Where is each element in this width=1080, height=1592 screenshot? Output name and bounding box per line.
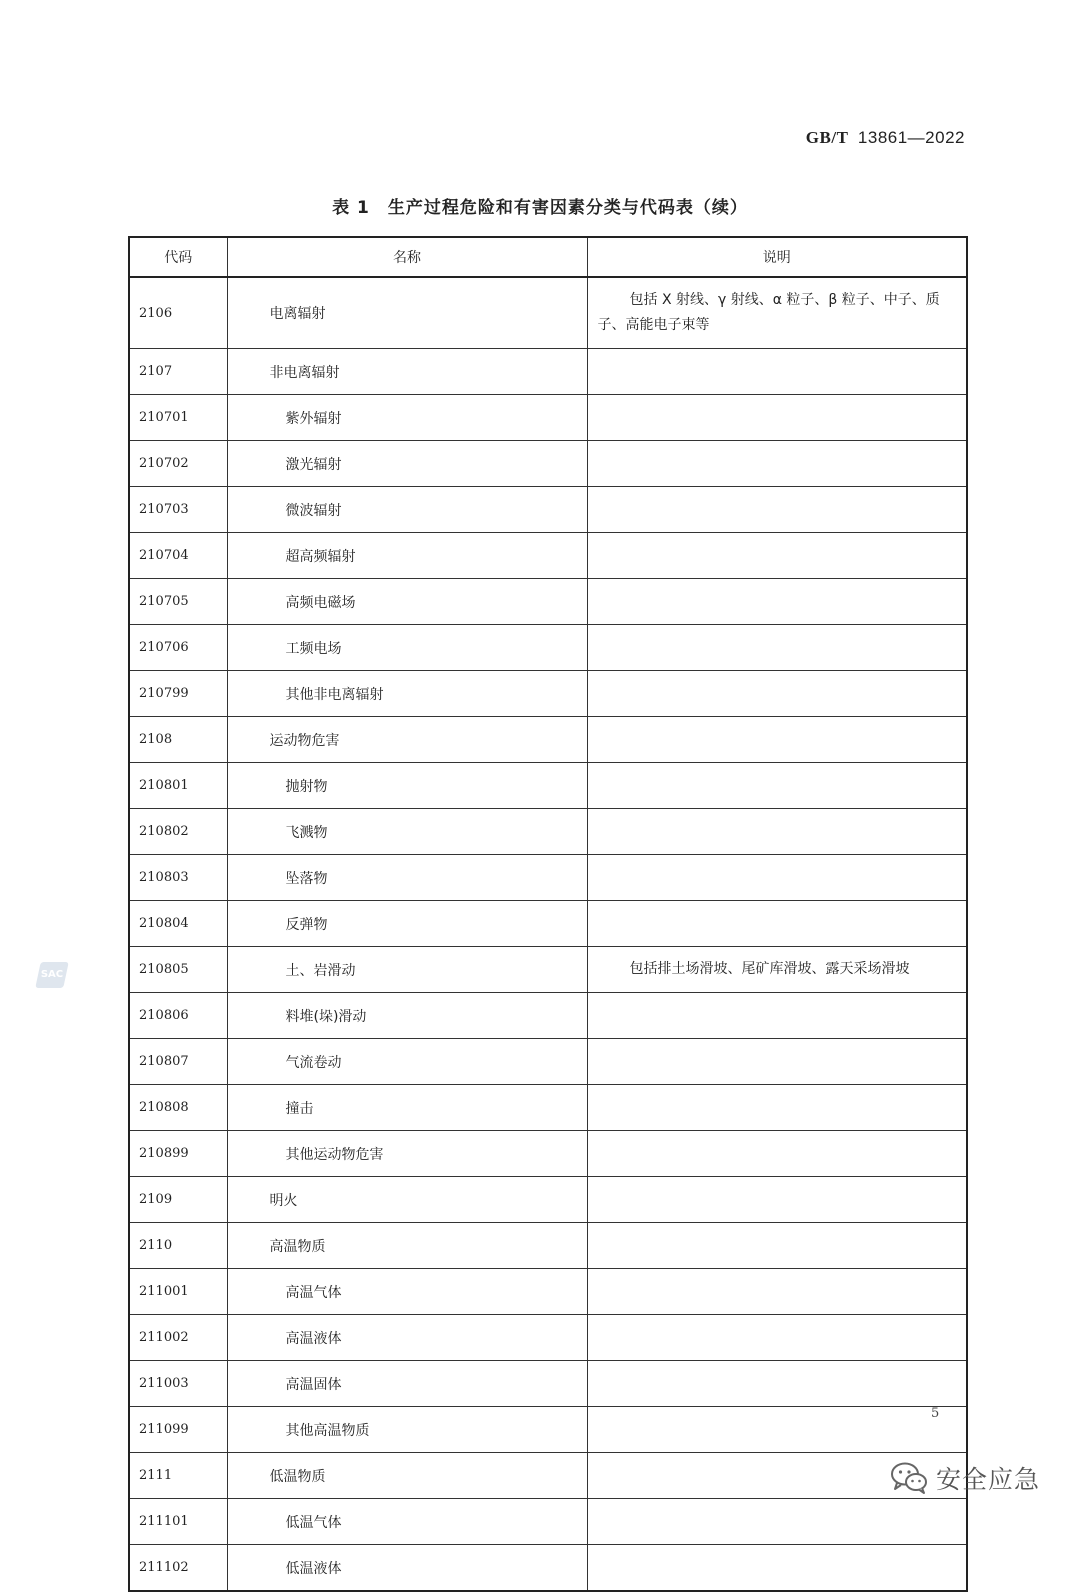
- table-row: [129, 671, 967, 717]
- row-code-cell: 211102: [129, 1545, 227, 1592]
- row-desc-cell: [587, 625, 967, 671]
- standard-number: 13861—2022: [857, 128, 965, 147]
- row-desc-cell: [587, 1269, 967, 1315]
- sac-watermark-logo: [35, 962, 69, 988]
- table-row: [129, 1039, 967, 1085]
- table-row: [129, 533, 967, 579]
- wechat-icon: [890, 1461, 928, 1495]
- table-row: [129, 487, 967, 533]
- table-row: [129, 441, 967, 487]
- row-code-cell: 210799: [129, 671, 227, 717]
- row-code-cell: 2108: [129, 717, 227, 763]
- table-row: [129, 1545, 967, 1592]
- row-code-cell: 210806: [129, 993, 227, 1039]
- row-code-cell: 210702: [129, 441, 227, 487]
- row-desc-cell: [587, 1545, 967, 1592]
- row-name-cell: 高温液体: [227, 1315, 587, 1361]
- row-desc-cell: [587, 1039, 967, 1085]
- row-code-cell: 210804: [129, 901, 227, 947]
- row-code-cell: 2106: [129, 277, 227, 349]
- row-code-cell: 210704: [129, 533, 227, 579]
- row-code-cell: 211002: [129, 1315, 227, 1361]
- row-desc-cell: [587, 763, 967, 809]
- row-code-cell: 211003: [129, 1361, 227, 1407]
- page-number: 5: [931, 1406, 940, 1421]
- row-desc-cell: [587, 487, 967, 533]
- row-name-cell: 飞溅物: [227, 809, 587, 855]
- row-name-cell: 运动物危害: [227, 717, 587, 763]
- row-desc-cell: [587, 533, 967, 579]
- row-desc-cell: [587, 901, 967, 947]
- row-desc-cell: [587, 1223, 967, 1269]
- wechat-account-watermark: [890, 1458, 1040, 1498]
- row-desc-cell: [587, 1407, 967, 1453]
- row-name-cell: 料堆(垛)滑动: [227, 993, 587, 1039]
- row-desc-cell: [587, 1499, 967, 1545]
- row-code-cell: 210703: [129, 487, 227, 533]
- row-desc-cell: [587, 1315, 967, 1361]
- table-row: [129, 901, 967, 947]
- table-row: [129, 1223, 967, 1269]
- row-name-cell: 抛射物: [227, 763, 587, 809]
- row-code-cell: 210802: [129, 809, 227, 855]
- row-name-cell: 低温气体: [227, 1499, 587, 1545]
- standard-prefix: GB/T: [805, 128, 849, 147]
- table-row: [129, 947, 967, 993]
- row-name-cell: 其他非电离辐射: [227, 671, 587, 717]
- row-desc-cell: [587, 1177, 967, 1223]
- row-code-cell: 2110: [129, 1223, 227, 1269]
- table-row: [129, 277, 967, 349]
- row-desc-cell: [587, 1085, 967, 1131]
- row-code-cell: 210705: [129, 579, 227, 625]
- row-desc-cell: [587, 395, 967, 441]
- row-desc-cell: [587, 671, 967, 717]
- sac-watermark-text: SAC: [40, 969, 64, 980]
- row-name-cell: 超高频辐射: [227, 533, 587, 579]
- row-name-cell: 其他高温物质: [227, 1407, 587, 1453]
- row-desc-cell: [587, 1361, 967, 1407]
- column-header-name: 名称: [227, 237, 587, 277]
- row-code-cell: 2107: [129, 349, 227, 395]
- row-name-cell: 其他运动物危害: [227, 1131, 587, 1177]
- row-name-cell: 撞击: [227, 1085, 587, 1131]
- row-name-cell: 气流卷动: [227, 1039, 587, 1085]
- row-code-cell: 210899: [129, 1131, 227, 1177]
- row-desc-cell: [587, 717, 967, 763]
- table-title: 表 1 生产过程危险和有害因素分类与代码表（续）: [332, 198, 748, 218]
- row-name-cell: 明火: [227, 1177, 587, 1223]
- row-name-cell: 土、岩滑动: [227, 947, 587, 993]
- row-desc-cell: [587, 993, 967, 1039]
- row-code-cell: 210807: [129, 1039, 227, 1085]
- row-desc-cell: 包括排土场滑坡、尾矿库滑坡、露天采场滑坡: [587, 947, 967, 993]
- table-row: [129, 809, 967, 855]
- row-name-cell: 反弹物: [227, 901, 587, 947]
- table-row: [129, 855, 967, 901]
- table-row: [129, 349, 967, 395]
- row-name-cell: 低温液体: [227, 1545, 587, 1592]
- standard-code: [806, 128, 965, 148]
- row-code-cell: 210706: [129, 625, 227, 671]
- table-row: [129, 395, 967, 441]
- table-row: [129, 579, 967, 625]
- table-row: [129, 993, 967, 1039]
- row-name-cell: 坠落物: [227, 855, 587, 901]
- table-row: [129, 1085, 967, 1131]
- row-name-cell: 高温固体: [227, 1361, 587, 1407]
- row-code-cell: 211101: [129, 1499, 227, 1545]
- table-row: [129, 1131, 967, 1177]
- row-code-cell: 210701: [129, 395, 227, 441]
- table-row: [129, 763, 967, 809]
- row-code-cell: 210805: [129, 947, 227, 993]
- row-code-cell: 211099: [129, 1407, 227, 1453]
- column-header-desc: 说明: [587, 237, 967, 277]
- table-row: [129, 1361, 967, 1407]
- row-name-cell: 高频电磁场: [227, 579, 587, 625]
- row-name-cell: 非电离辐射: [227, 349, 587, 395]
- table-header-row: [129, 237, 967, 277]
- hazard-code-table: [128, 236, 968, 1592]
- row-name-cell: 工频电场: [227, 625, 587, 671]
- row-name-cell: 高温物质: [227, 1223, 587, 1269]
- wechat-account-name: 安全应急: [936, 1465, 1041, 1494]
- table-row: [129, 1269, 967, 1315]
- table-row: [129, 1407, 967, 1453]
- row-code-cell: 2109: [129, 1177, 227, 1223]
- row-code-cell: 210801: [129, 763, 227, 809]
- row-name-cell: 激光辐射: [227, 441, 587, 487]
- row-desc-cell: 包括 X 射线、γ 射线、α 粒子、β 粒子、中子、质子、高能电子束等: [587, 277, 967, 349]
- row-desc-cell: [587, 579, 967, 625]
- row-name-cell: 高温气体: [227, 1269, 587, 1315]
- row-desc-cell: [587, 855, 967, 901]
- row-desc-cell: [587, 441, 967, 487]
- table-row: [129, 1315, 967, 1361]
- row-desc-cell: [587, 1131, 967, 1177]
- row-code-cell: 2111: [129, 1453, 227, 1499]
- row-name-cell: 微波辐射: [227, 487, 587, 533]
- table-body: [129, 277, 967, 1591]
- column-header-code: 代码: [129, 237, 227, 277]
- row-name-cell: 低温物质: [227, 1453, 587, 1499]
- row-desc-cell: [587, 349, 967, 395]
- table-row: [129, 1177, 967, 1223]
- table-row: [129, 625, 967, 671]
- row-code-cell: 210803: [129, 855, 227, 901]
- row-name-cell: 电离辐射: [227, 277, 587, 349]
- table-row: [129, 1453, 967, 1499]
- row-desc-cell: [587, 809, 967, 855]
- table-row: [129, 1499, 967, 1545]
- row-code-cell: 211001: [129, 1269, 227, 1315]
- table-row: [129, 717, 967, 763]
- row-name-cell: 紫外辐射: [227, 395, 587, 441]
- row-code-cell: 210808: [129, 1085, 227, 1131]
